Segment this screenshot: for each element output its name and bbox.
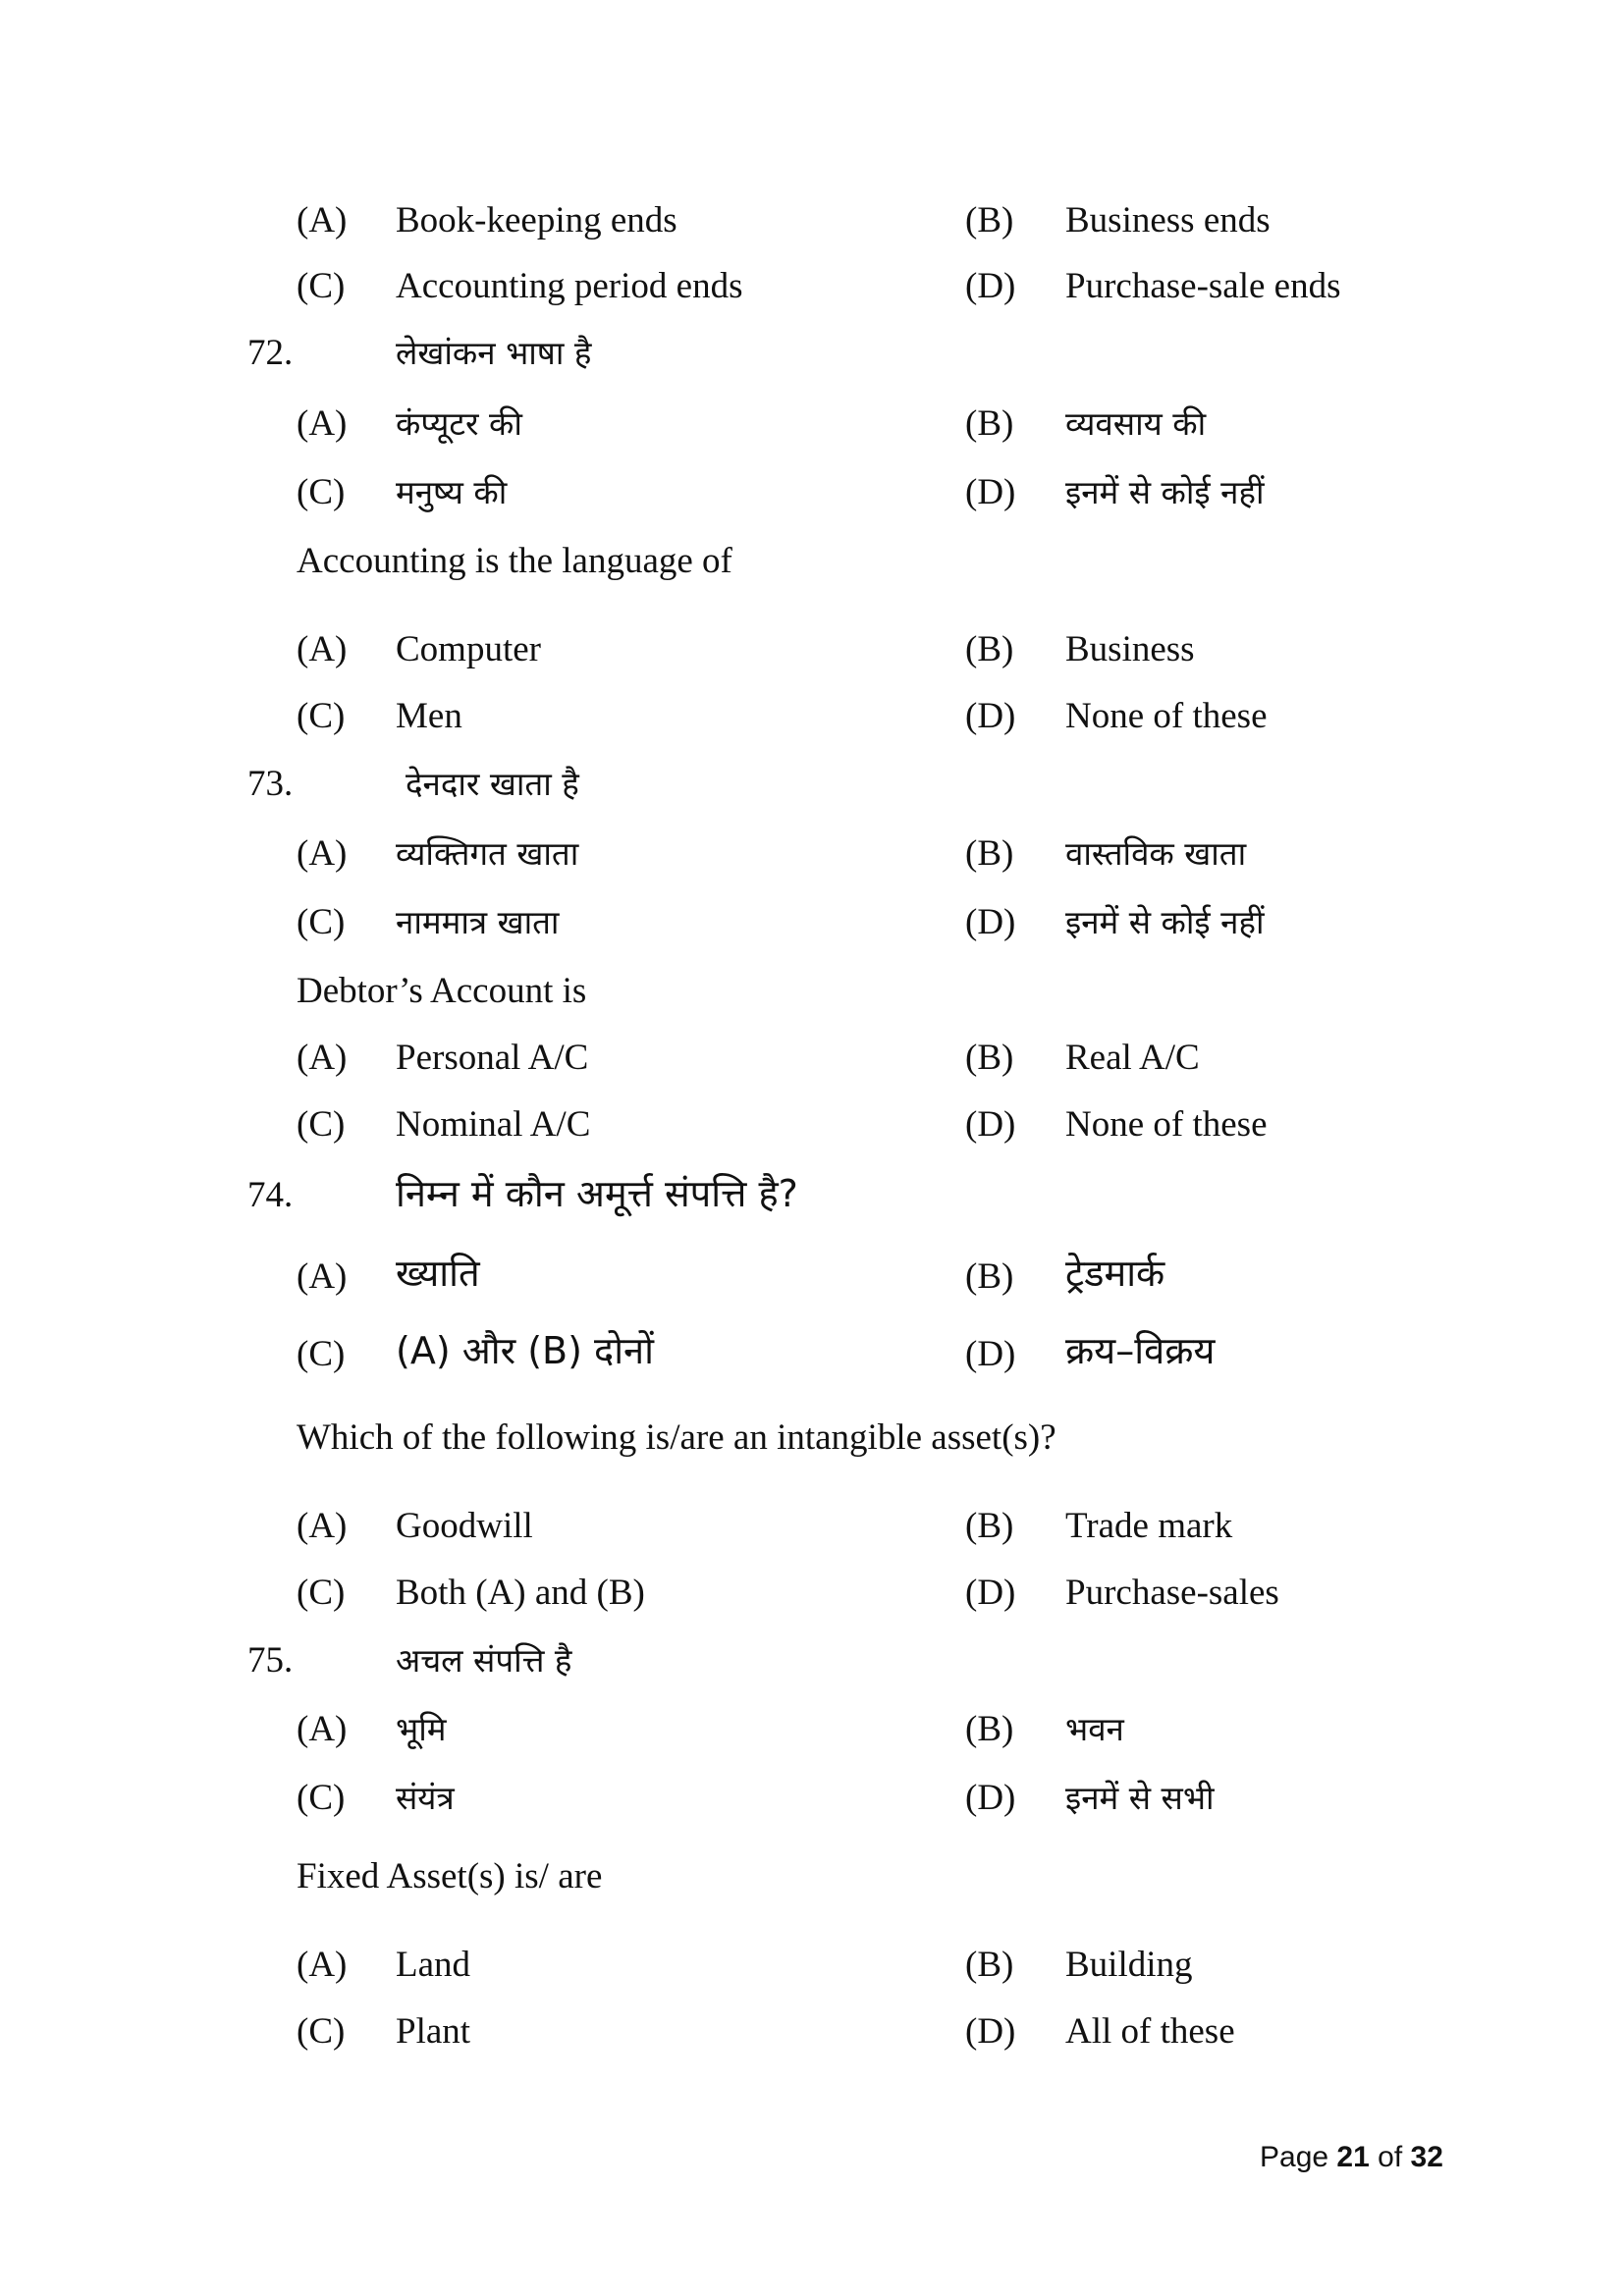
option-label-b: (B) [965,403,1014,444]
option-text-a: Goodwill [396,1506,533,1546]
option-text-hindi-c: मनुष्य की [396,473,508,511]
option-label-b: (B) [965,1256,1014,1297]
option-label-c: (C) [297,1778,346,1818]
question-number: 73. [247,764,294,804]
option-label-a: (A) [297,1709,348,1749]
option-text-d: All of these [1065,2011,1235,2052]
option-label-a: (A) [297,1038,348,1078]
option-text-hindi-d: इनमें से कोई नहीं [1065,473,1265,511]
question-stem-hindi: देनदार खाता है [406,765,579,803]
option-text-hindi-a: कंप्यूटर की [396,404,522,443]
option-label-a: (A) [297,1256,348,1297]
question-stem-english: Debtor’s Account is [297,971,587,1011]
option-text-a: Personal A/C [396,1038,589,1078]
option-text-b: Business ends [1065,200,1271,240]
question-number: 74. [247,1175,294,1215]
option-label-c: (C) [297,1104,346,1145]
option-text-hindi-d: इनमें से कोई नहीं [1065,903,1265,941]
option-label-b: (B) [965,1506,1014,1546]
option-text-hindi-d: क्रय–विक्रय [1065,1329,1216,1372]
question-number: 75. [247,1640,294,1681]
option-text-d: None of these [1065,1104,1268,1145]
option-text-hindi-a: व्यक्तिगत खाता [396,834,579,873]
page-number-footer [1260,2140,1443,2175]
option-text-c: Nominal A/C [396,1104,591,1145]
option-label-a: (A) [297,833,348,874]
option-text-c: Accounting period ends [396,266,743,306]
option-text-a: Land [396,1945,471,1985]
option-label-c: (C) [297,266,346,306]
option-text-a: Book-keeping ends [396,200,677,240]
option-label-c: (C) [297,472,346,512]
option-label-d: (D) [965,266,1016,306]
question-stem-hindi: अचल संपत्ति है [396,1641,572,1680]
option-label-b: (B) [965,629,1014,669]
option-text-d: Purchase-sale ends [1065,266,1341,306]
option-label-c: (C) [297,1334,346,1374]
option-text-hindi-c: नाममात्र खाता [396,903,560,941]
page-prefix: Page [1260,2141,1329,2173]
option-text-hindi-c: (A) और (B) दोनों [396,1329,654,1372]
option-text-c: Both (A) and (B) [396,1573,645,1613]
option-label-b: (B) [965,1709,1014,1749]
option-label-d: (D) [965,1104,1016,1145]
option-label-c: (C) [297,902,346,942]
option-label-c: (C) [297,1573,346,1613]
option-label-c: (C) [297,2011,346,2052]
option-text-hindi-d: इनमें से सभी [1065,1779,1215,1817]
option-text-c: Plant [396,2011,471,2052]
option-text-b: Building [1065,1945,1193,1985]
option-text-d: None of these [1065,696,1268,736]
option-text-hindi-a: ख्याति [396,1252,480,1295]
question-stem-hindi: निम्न में कौन अमूर्त्त संपत्ति है? [396,1172,798,1215]
option-label-d: (D) [965,902,1016,942]
question-stem-english: Which of the following is/are an intangible asset(s)? [297,1417,1056,1458]
option-label-a: (A) [297,629,348,669]
option-label-a: (A) [297,1945,348,1985]
option-label-a: (A) [297,403,348,444]
option-text-hindi-b: वास्तविक खाता [1065,834,1247,873]
option-text-b: Business [1065,629,1195,669]
option-text-hindi-c: संयंत्र [396,1779,455,1817]
page-separator: of [1378,2141,1403,2173]
option-label-b: (B) [965,1038,1014,1078]
total-pages: 32 [1410,2141,1443,2173]
option-label-d: (D) [965,1778,1016,1818]
option-text-hindi-b: ट्रेडमार्क [1065,1252,1165,1295]
option-label-b: (B) [965,833,1014,874]
option-text-a: Computer [396,629,541,669]
question-stem-hindi: लेखांकन भाषा है [396,334,592,372]
option-text-hindi-a: भूमि [396,1710,447,1748]
option-label-b: (B) [965,1945,1014,1985]
option-label-c: (C) [297,696,346,736]
option-text-hindi-b: भवन [1065,1710,1124,1748]
option-text-b: Real A/C [1065,1038,1200,1078]
option-label-d: (D) [965,2011,1016,2052]
option-label-a: (A) [297,1506,348,1546]
option-text-hindi-b: व्यवसाय की [1065,404,1207,443]
option-text-b: Trade mark [1065,1506,1233,1546]
option-label-d: (D) [965,472,1016,512]
current-page-number: 21 [1336,2141,1370,2173]
option-label-a: (A) [297,200,348,240]
question-number: 72. [247,333,294,373]
option-text-c: Men [396,696,462,736]
question-stem-english: Accounting is the language of [297,541,732,581]
option-label-d: (D) [965,1334,1016,1374]
question-stem-english: Fixed Asset(s) is/ are [297,1856,603,1896]
option-text-d: Purchase-sales [1065,1573,1279,1613]
option-label-b: (B) [965,200,1014,240]
option-label-d: (D) [965,1573,1016,1613]
option-label-d: (D) [965,696,1016,736]
